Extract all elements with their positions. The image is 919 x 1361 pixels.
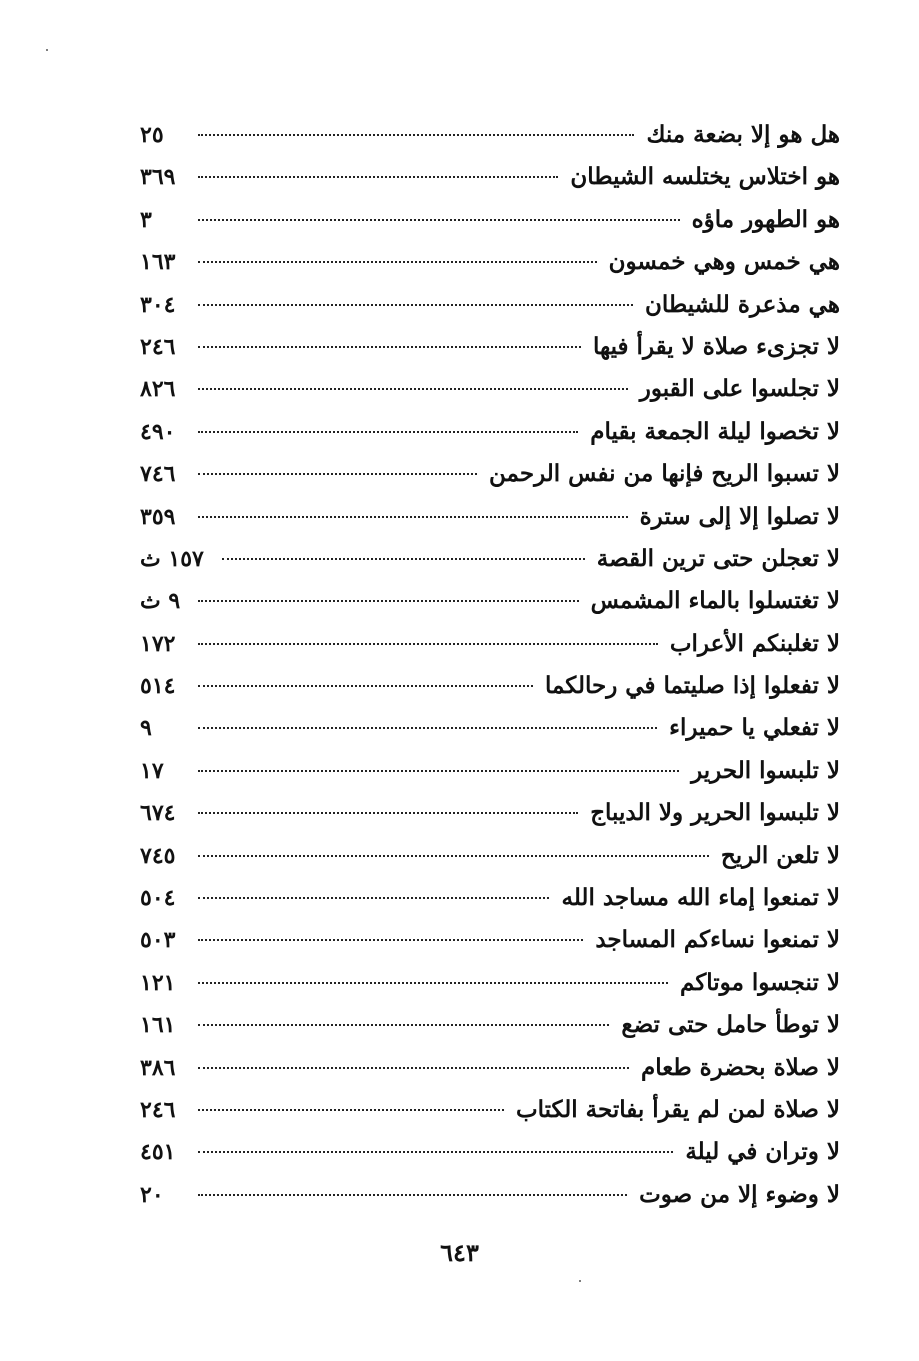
entry-text: هل هو إلا بضعة منك — [646, 121, 840, 148]
index-entry — [140, 156, 840, 198]
index-entry — [140, 1131, 840, 1173]
entry-page-ref: ١٦٣ — [140, 249, 176, 276]
index-entry — [140, 1089, 840, 1131]
dot-leader — [198, 643, 658, 645]
page-speck — [579, 1280, 581, 1282]
dot-leader — [198, 855, 709, 857]
entry-text: لا تعجلن حتى ترين القصة — [596, 544, 840, 572]
index-entry — [140, 665, 840, 707]
index-entry — [140, 623, 840, 665]
index-entry — [140, 1174, 840, 1216]
entry-text: لا تخصوا ليلة الجمعة بقيام — [590, 417, 840, 445]
index-entry — [140, 877, 840, 919]
entry-page-ref: ٨٢٦ — [140, 376, 176, 403]
entry-text: لا تلعن الريح — [720, 841, 840, 869]
entry-text: لا تسبوا الريح فإنها من نفس الرحمن — [489, 460, 840, 488]
index-entry — [140, 1047, 840, 1089]
dot-leader — [198, 600, 578, 602]
entry-page-ref: ٥٠٣ — [140, 927, 176, 954]
entry-page-ref: ٧٤٥ — [140, 842, 176, 869]
entry-page-ref: ٩ — [140, 715, 152, 742]
index-entry — [140, 750, 840, 792]
entry-page-ref: ١٥٧ ث — [140, 545, 204, 572]
index-entry — [140, 241, 840, 283]
index-entry — [140, 411, 840, 453]
index-entry — [140, 326, 840, 368]
entry-text: لا تجلسوا على القبور — [639, 375, 840, 403]
entry-text: لا وضوء إلا من صوت — [639, 1180, 840, 1208]
entry-text: لا تفعلوا إذا صليتما في رحالكما — [544, 672, 840, 700]
entry-text: لا تمنعوا نساءكم المساجد — [595, 926, 840, 954]
entry-text: هي مذعرة للشيطان — [644, 290, 840, 318]
entry-page-ref: ١٢١ — [140, 969, 176, 996]
entry-text: لا تلبسوا الحرير ولا الديباج — [590, 799, 840, 827]
index-entry — [140, 453, 840, 495]
entry-page-ref: ٣٥٩ — [140, 503, 176, 530]
entry-text: لا تلبسوا الحرير — [691, 756, 840, 784]
entry-text: لا وتران في ليلة — [685, 1138, 840, 1166]
dot-leader — [198, 1067, 629, 1069]
entry-text: لا تغتسلوا بالماء المشمس — [590, 587, 840, 615]
dot-leader — [222, 558, 585, 560]
index-entry — [140, 368, 840, 410]
entry-page-ref: ٧٤٦ — [140, 461, 176, 488]
entry-page-ref: ١٧٢ — [140, 630, 176, 657]
dot-leader — [198, 1109, 504, 1111]
entry-page-ref: ٢٠ — [140, 1181, 164, 1208]
entry-text: لا صلاة لمن لم يقرأ بفاتحة الكتاب — [515, 1095, 840, 1123]
index-entry — [140, 1004, 840, 1046]
dot-leader — [198, 727, 657, 729]
entry-page-ref: ٣ — [140, 206, 152, 233]
dot-leader — [198, 770, 679, 772]
entry-text: لا صلاة بحضرة طعام — [640, 1053, 840, 1081]
entry-page-ref: ٥١٤ — [140, 673, 176, 700]
page-number: ٦٤٣ — [440, 1238, 479, 1267]
dot-leader — [198, 431, 578, 433]
entry-text: لا تفعلي يا حميراء — [669, 714, 840, 742]
entry-page-ref: ١٧ — [140, 757, 164, 784]
entry-page-ref: ٢٤٦ — [140, 333, 176, 360]
entry-text: لا تغلبنكم الأعراب — [669, 629, 840, 657]
page-speck — [46, 49, 48, 51]
entry-page-ref: ٢٤٦ — [140, 1096, 176, 1123]
entry-page-ref: ٢٥ — [140, 122, 164, 148]
entry-page-ref: ٣٦٩ — [140, 164, 176, 191]
dot-leader — [198, 346, 581, 348]
entry-page-ref: ٩ ث — [140, 588, 181, 615]
entry-page-ref: ٦٧٤ — [140, 800, 176, 827]
dot-leader — [198, 219, 680, 221]
dot-leader — [198, 982, 668, 984]
index-entry — [140, 199, 840, 241]
entry-text: لا توطأ حامل حتى تضع — [621, 1011, 840, 1039]
dot-leader — [198, 516, 628, 518]
index-entry — [140, 707, 840, 749]
entry-page-ref: ٥٠٤ — [140, 885, 176, 912]
entry-text: لا تصلوا إلا إلى سترة — [639, 502, 840, 530]
dot-leader — [198, 134, 634, 136]
dot-leader — [198, 685, 533, 687]
dot-leader — [198, 176, 558, 178]
index-entry — [140, 835, 840, 877]
entry-page-ref: ٤٥١ — [140, 1139, 176, 1166]
dot-leader — [198, 1194, 627, 1196]
dot-leader — [198, 812, 578, 814]
index-entry — [140, 792, 840, 834]
entry-page-ref: ٣٨٦ — [140, 1054, 176, 1081]
entry-text: هو اختلاس يختلسه الشيطان — [570, 163, 840, 191]
index-entry — [140, 919, 840, 961]
index-entry — [140, 580, 840, 622]
dot-leader — [198, 1151, 673, 1153]
entry-text: هي خمس وهي خمسون — [608, 248, 840, 276]
dot-leader — [198, 939, 583, 941]
dot-leader — [198, 897, 549, 899]
entry-page-ref: ٣٠٤ — [140, 291, 176, 318]
entry-page-ref: ٤٩٠ — [140, 418, 176, 445]
entry-text: لا تجزىء صلاة لا يقرأ فيها — [593, 332, 840, 360]
index-entry — [140, 114, 840, 156]
index-entry — [140, 496, 840, 538]
hadith-index-list — [140, 114, 840, 1216]
dot-leader — [198, 304, 633, 306]
entry-text: لا تنجسوا موتاكم — [680, 968, 840, 996]
dot-leader — [198, 1024, 609, 1026]
dot-leader — [198, 388, 628, 390]
entry-text: لا تمنعوا إماء الله مساجد الله — [561, 884, 840, 912]
index-entry — [140, 538, 840, 580]
entry-page-ref: ١٦١ — [140, 1012, 176, 1039]
dot-leader — [198, 473, 477, 475]
dot-leader — [198, 261, 597, 263]
index-entry — [140, 962, 840, 1004]
entry-text: هو الطهور ماؤه — [691, 205, 840, 233]
index-entry — [140, 284, 840, 326]
